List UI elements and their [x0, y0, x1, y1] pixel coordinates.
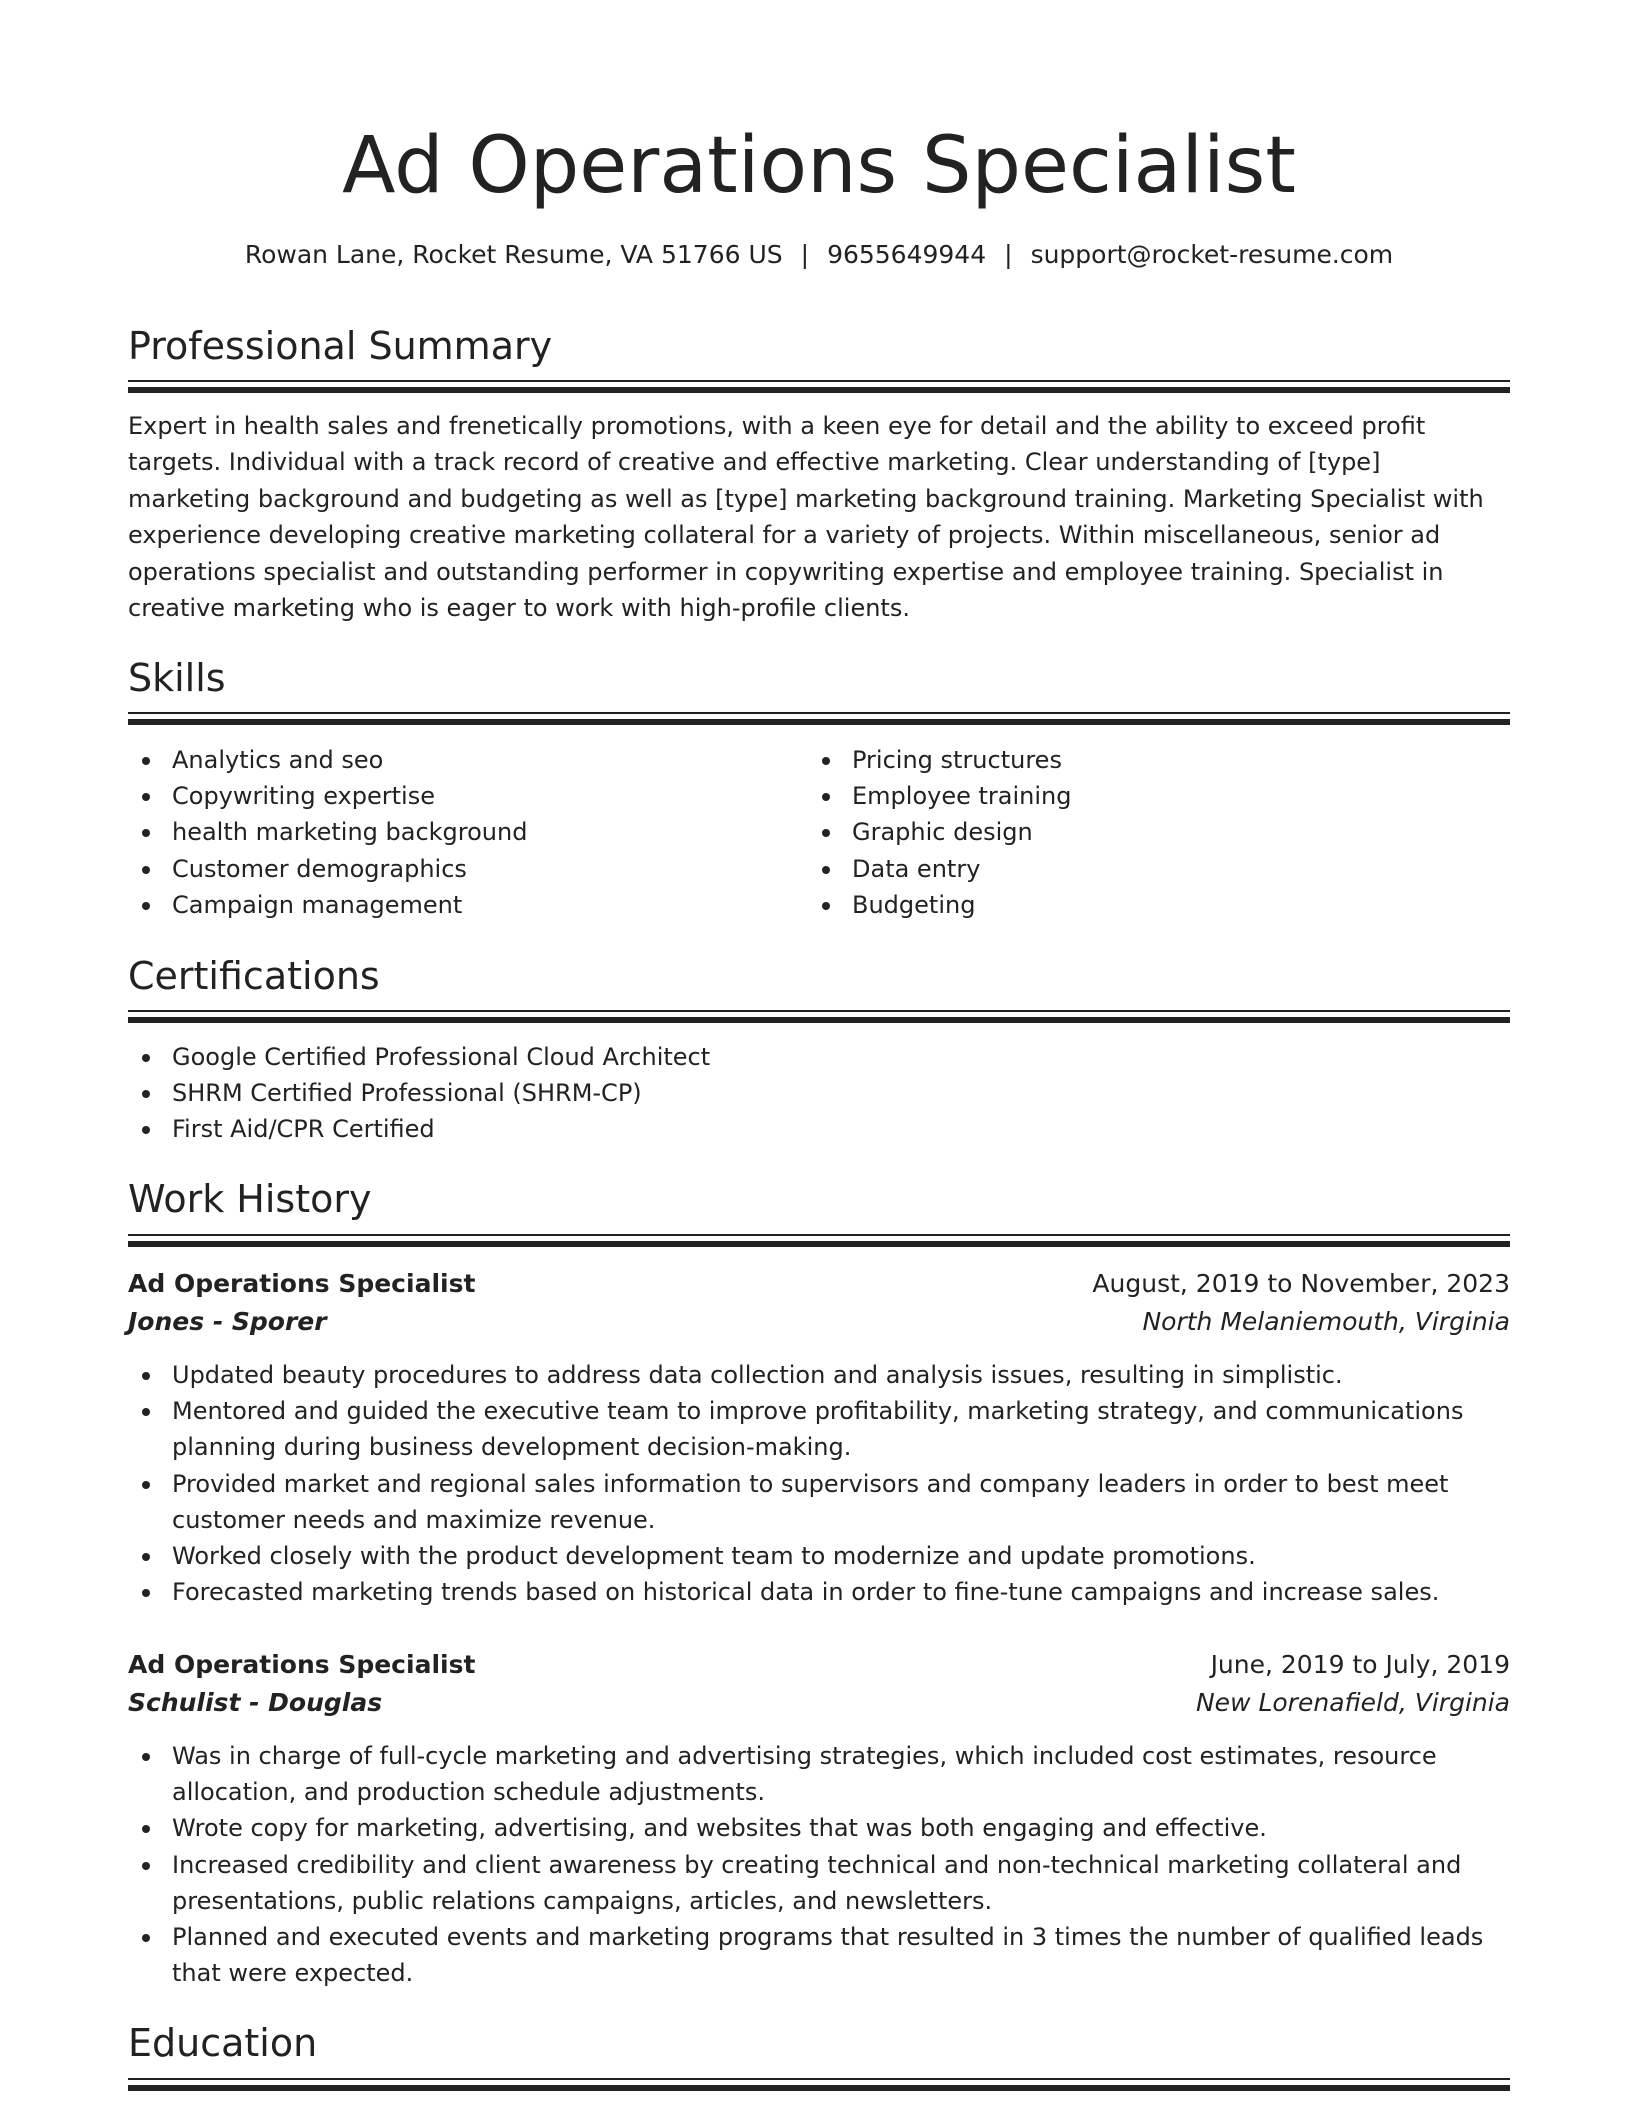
- job-dates: June, 2019 to July, 2019: [1210, 1650, 1510, 1679]
- responsibility-item: Provided market and regional sales information to supervisors and company leaders in order to best meet customer needs and maximize revenue.: [128, 1466, 1510, 1538]
- job-header-row: [128, 1265, 1510, 1303]
- summary-text: Expert in health sales and frenetically promotions, with a keen eye for detail and the ability to exceed profit targets. Individual with a track record of creative and effective marketing. Clear understanding of [type] marketing background and budgeting as well as [type] marketing background training. Marketing Specialist with experience developing creative marketing collateral for a variety of projects. Within miscellaneous, senior ad operations specialist and outstanding performer in copywriting expertise and employee training. Specialist in creative marketing who is eager to work with high-profile clients.: [128, 412, 1484, 623]
- contact-separator: |: [1004, 240, 1013, 269]
- certification-item: First Aid/CPR Certified: [128, 1111, 1510, 1147]
- responsibility-item: Mentored and guided the executive team to improve profitability, marketing strategy, and communications planning during business development decision-making.: [128, 1393, 1510, 1465]
- skills-list-left: [128, 742, 808, 923]
- responsibility-item: Updated beauty procedures to address data collection and analysis issues, resulting in simplistic.: [128, 1357, 1510, 1393]
- job-company: Schulist - Douglas: [128, 1688, 383, 1717]
- section-divider: [128, 1234, 1510, 1247]
- responsibility-item: Forecasted marketing trends based on historical data in order to fine-tune campaigns and increase sales.: [128, 1574, 1510, 1610]
- section-divider: [128, 380, 1510, 393]
- responsibility-item: Wrote copy for marketing, advertising, and websites that was both engaging and effective.: [128, 1810, 1510, 1846]
- job-location: North Melaniemouth, Virginia: [1142, 1307, 1510, 1336]
- contact-email[interactable]: support@rocket-resume.com: [1030, 240, 1394, 269]
- job-company: Jones - Sporer: [128, 1307, 327, 1336]
- contact-phone[interactable]: 9655649944: [827, 240, 987, 269]
- certification-item: Google Certified Professional Cloud Architect: [128, 1039, 1510, 1075]
- job-responsibilities: [128, 1357, 1510, 1610]
- work-history-heading: Work History: [128, 1177, 372, 1221]
- responsibility-item: Was in charge of full-cycle marketing and advertising strategies, which included cost estimates, resource allocation, and production schedule adjustments.: [128, 1738, 1510, 1810]
- skill-item: Analytics and seo: [128, 742, 808, 778]
- candidate-name: Ad Operations Specialist: [342, 121, 1296, 211]
- skill-item: health marketing background: [128, 814, 808, 850]
- skill-item: Customer demographics: [128, 851, 808, 887]
- section-divider: [128, 1010, 1510, 1023]
- job-header-row: [128, 1646, 1510, 1684]
- job-dates: August, 2019 to November, 2023: [1092, 1269, 1510, 1298]
- skill-item: Data entry: [808, 851, 1508, 887]
- skills-list-right: [808, 742, 1508, 923]
- responsibility-item: Planned and executed events and marketing programs that resulted in 3 times the number of qualified leads that were expected.: [128, 1919, 1510, 1991]
- section-divider: [128, 712, 1510, 725]
- certifications-list: [128, 1039, 1510, 1148]
- responsibility-item: Worked closely with the product development team to modernize and update promotions.: [128, 1538, 1510, 1574]
- job-responsibilities: [128, 1738, 1510, 1991]
- skill-item: Budgeting: [808, 887, 1508, 923]
- contact-separator: |: [800, 240, 810, 269]
- summary-heading: Professional Summary: [128, 324, 553, 368]
- skill-item: Graphic design: [808, 814, 1508, 850]
- contact-address: Rowan Lane, Rocket Resume, VA 51766 US: [244, 240, 783, 269]
- job-title: Ad Operations Specialist: [128, 1269, 476, 1298]
- job-company-row: [128, 1303, 1510, 1341]
- job-location: New Lorenafield, Virginia: [1195, 1688, 1510, 1717]
- certifications-heading: Certifications: [128, 954, 380, 998]
- certification-item: SHRM Certified Professional (SHRM-CP): [128, 1075, 1510, 1111]
- education-heading: Education: [128, 2021, 318, 2065]
- skill-item: Employee training: [808, 778, 1508, 814]
- skill-item: Copywriting expertise: [128, 778, 808, 814]
- job-title: Ad Operations Specialist: [128, 1650, 476, 1679]
- skill-item: Pricing structures: [808, 742, 1508, 778]
- contact-line: [128, 238, 1510, 272]
- skill-item: Campaign management: [128, 887, 808, 923]
- responsibility-item: Increased credibility and client awareness by creating technical and non-technical marketing collateral and presentations, public relations campaigns, articles, and newsletters.: [128, 1847, 1510, 1919]
- section-divider: [128, 2078, 1510, 2091]
- skills-heading: Skills: [128, 656, 226, 700]
- job-company-row: [128, 1684, 1510, 1722]
